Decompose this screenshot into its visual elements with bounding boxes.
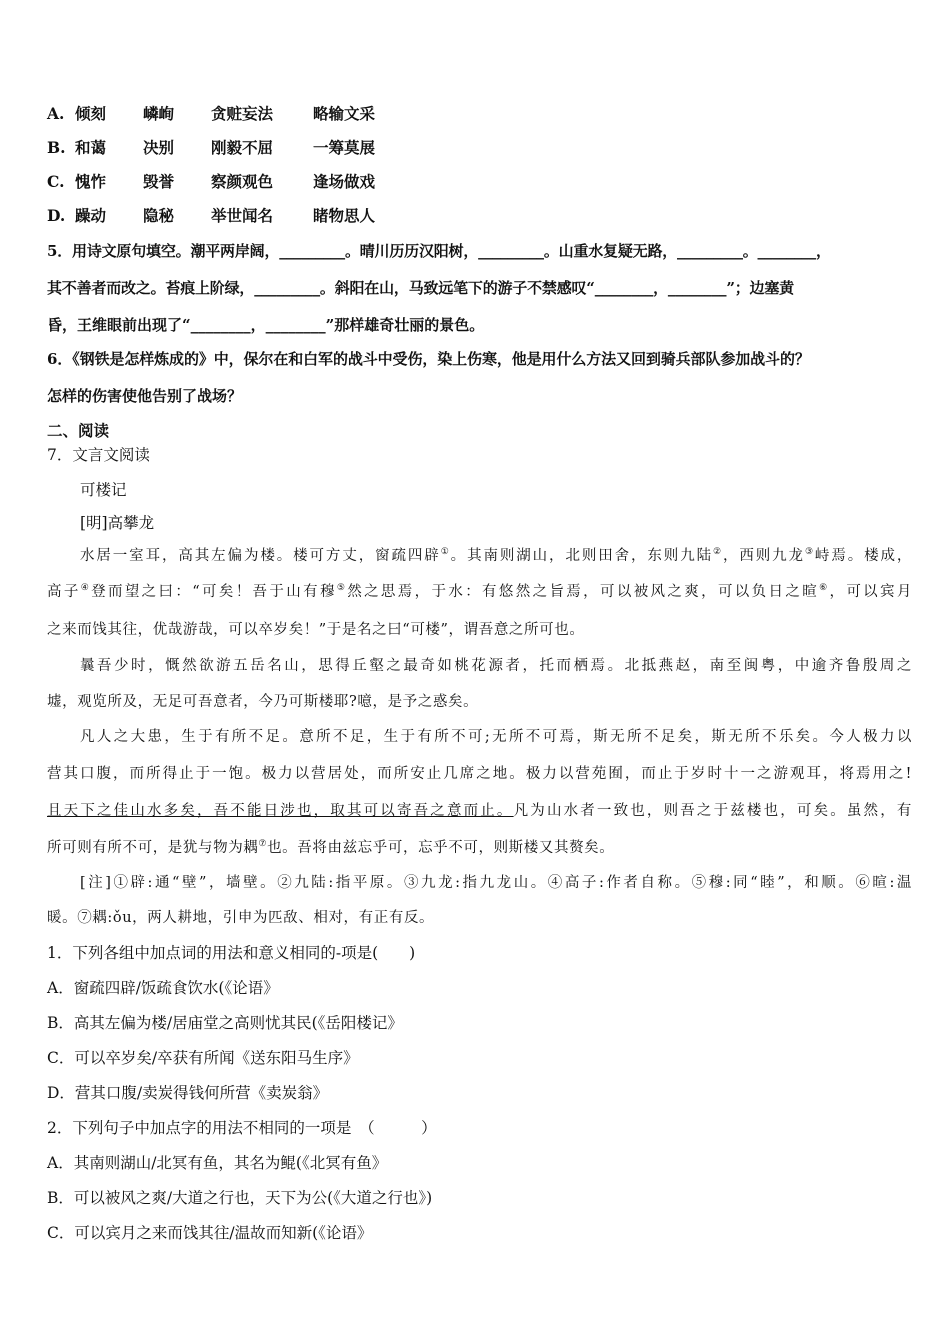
option-word-2: 决别	[143, 138, 175, 157]
notes-line-1: [注]①辟:通“壁”，墙壁。②九陆:指平原。③九龙:指九龙山。④高子:作者自称。⑤穆:同“睦”，和顺。⑥暄:温	[80, 875, 912, 891]
passage-p1-line-2: 高子④登而望之曰：“可矣！吾于山有穆⑤然之思焉，于水：有悠然之旨焉，可以被风之爽，可以负日之暄⑥，可以宾月	[47, 583, 912, 600]
option-letter: D.	[47, 206, 66, 225]
passage-p1-line-1: 水居一室耳，高其左偏为楼。楼可方丈，窗疏四辟①。其南则湖山，北则田舍，东则九陆②，西则九龙③峙焉。楼成，	[80, 547, 912, 564]
option-word-4: 略输文采	[313, 104, 376, 123]
sub-question-1: 1．下列各组中加点词的用法和意义相同的-项是( )	[47, 944, 416, 962]
passage-author: [明]高攀龙	[80, 514, 155, 532]
sub2-option-b: B．可以被风之爽/大道之行也，天下为公(《大道之行也》)	[47, 1189, 433, 1207]
option-word-1: 倾刻	[75, 104, 107, 123]
option-word-1: 愧怍	[75, 172, 107, 191]
passage-p3-line-4: 所可则有所不可，是犹与物为耦⑦也。吾将由兹忘乎可，忘乎不可，则斯楼又其赘矣。	[47, 839, 615, 856]
option-letter: C.	[47, 172, 65, 191]
sub2-option-a: A．其南则湖山/北冥有鱼，其名为鲲(《北冥有鱼》	[47, 1154, 388, 1172]
footnote-mark: ①	[440, 547, 451, 558]
option-word-2: 隐秘	[143, 206, 175, 225]
option-word-2: 毁誉	[143, 172, 175, 191]
q4-option-a	[47, 102, 912, 124]
option-word-2: 嶙峋	[143, 104, 175, 123]
option-word-3: 察颜观色	[211, 172, 274, 191]
footnote-mark: ⑦	[258, 839, 268, 850]
q4-option-d	[47, 204, 912, 226]
footnote-mark: ④	[80, 583, 92, 594]
q5-line-3: 昏，王维眼前出现了“________，________”那样雄奇壮丽的景色。	[47, 316, 485, 334]
q6-line-1: 6．《钢铁是怎样炼成的》中，保尔在和白军的战斗中受伤，染上伤寒，他是用什么方法又回到骑兵部队参加战斗的？	[47, 350, 810, 368]
sub1-option-b: B．高其左偏为楼/居庙堂之高则忧其民(《岳阳楼记》	[47, 1014, 403, 1032]
option-word-1: 躁动	[75, 206, 107, 225]
sub1-option-a: A．窗疏四辟/饭疏食饮水(《论语》	[47, 979, 279, 997]
option-word-4: 逢场做戏	[313, 172, 376, 191]
q5-line-2: 其不善者而改之。苔痕上阶绿，_________。斜阳在山，马致远笔下的游子不禁感叹“________，________”；边塞黄	[47, 279, 794, 297]
passage-title: 可楼记	[80, 481, 127, 499]
underlined-sentence: 且天下之佳山水多矣，吾不能日涉也，取其可以寄吾之意而止。	[47, 803, 514, 819]
sub-question-2: 2．下列句子中加点字的用法不相同的一项是 （ ）	[47, 1119, 437, 1137]
section-title: 二、阅读	[47, 421, 110, 440]
passage-p3-line-2: 营其口腹，而所得止于一饱。极力以营居处，而所安止几席之地。极力以营苑囿，而止于岁时十一之游观耳，将焉用之!	[47, 766, 912, 782]
passage-p2-line-2: 墟，观览所及，无足可吾意者，今乃可斯楼耶?噫，是予之惑矣。	[47, 694, 479, 710]
option-letter: A.	[47, 104, 65, 123]
passage-p2-line-1: 曩吾少时，慨然欲游五岳名山，思得丘壑之最奇如桃花源者，托而栖焉。北抵燕赵，南至闽粤，中逾齐鲁殷周之	[80, 658, 912, 674]
passage-p3-line-3: 且天下之佳山水多矣，吾不能日涉也，取其可以寄吾之意而止。凡为山水者一致也，则吾之于兹楼也，可矣。虽然，有	[47, 803, 912, 819]
option-word-3: 刚毅不屈	[211, 138, 274, 157]
sub2-option-c: C．可以宾月之来而饯其往/温故而知新(《论语》	[47, 1224, 373, 1242]
option-letter: B.	[47, 138, 66, 157]
q4-option-b	[47, 136, 912, 158]
option-word-1: 和蔼	[75, 138, 107, 157]
footnote-mark: ③	[804, 547, 815, 558]
q7-title: 7．文言文阅读	[47, 446, 150, 464]
option-word-3: 举世闻名	[211, 206, 274, 225]
passage-p3-line-1: 凡人之大患，生于有所不足。意所不足，生于有所不可;无所不可焉，斯无所不足矣，斯无所不乐矣。今人极力以	[80, 729, 912, 745]
notes-line-2: 暖。⑦耦:ǒu，两人耕地，引申为匹敌、相对，有正有反。	[47, 910, 435, 926]
option-word-3: 贪赃妄法	[211, 104, 274, 123]
footnote-mark: ⑥	[819, 583, 830, 594]
q4-option-c	[47, 170, 912, 192]
passage-p1-line-3: 之来而饯其往，优哉游哉，可以卒岁矣！”于是名之曰“可楼”，谓吾意之所可也。	[47, 622, 585, 638]
footnote-mark: ⑤	[336, 583, 348, 594]
q6-line-2: 怎样的伤害使他告别了战场？	[47, 387, 243, 405]
q5-line-1: 5．用诗文原句填空。潮平两岸阔，_________。晴川历历汉阳树，_________。山重水复疑无路，_________。________，	[47, 242, 831, 260]
footnote-mark: ②	[713, 547, 723, 558]
sub1-option-c: C．可以卒岁矣/卒获有所闻《送东阳马生序》	[47, 1049, 359, 1067]
option-word-4: 睹物思人	[313, 206, 376, 225]
option-word-4: 一筹莫展	[313, 138, 376, 157]
sub1-option-d: D．营其口腹/卖炭得钱何所营《卖炭翁》	[47, 1084, 329, 1102]
